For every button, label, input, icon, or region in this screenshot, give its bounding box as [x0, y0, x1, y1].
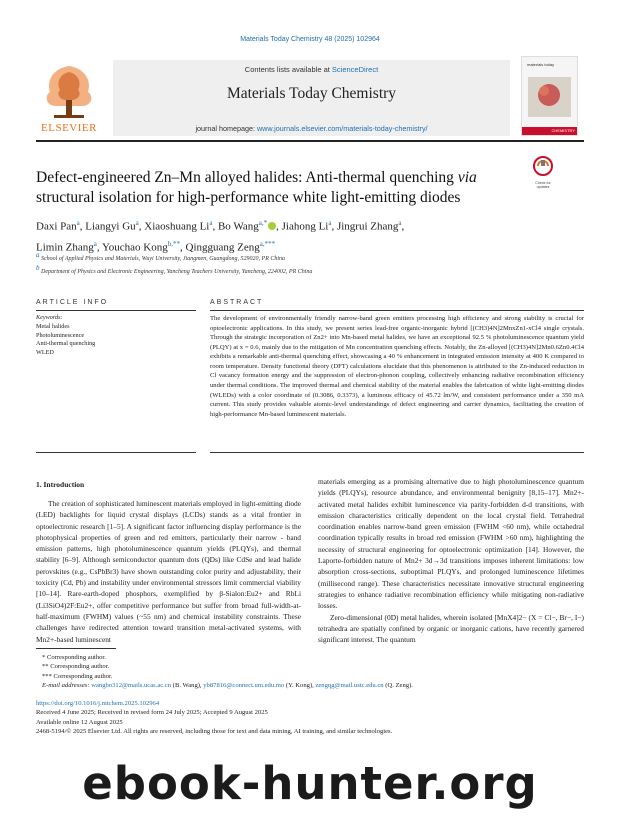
affiliation-sup: b	[36, 264, 40, 272]
affiliation-text: Department of Physics and Electronic Engineering, Yancheng Teachers University, Yancheng, 224002, PR China	[41, 269, 313, 275]
affiliations	[36, 251, 584, 277]
keywords-label: Keywords:	[36, 314, 63, 321]
sciencedirect-link[interactable]: ScienceDirect	[331, 65, 379, 74]
author-list: Daxi Pan$^a$, Liangyi Gu$^a$, Xiaoshuang Li$^a$, Bo Wang$^{a,*}$ , Jiahong Li$^a$, Jingrui Zhang$^a$, Limin Zhang$^a$, Youchao Kong$^{b,**}$, Qingguang Zeng$^{a,***}$	[36, 219, 405, 254]
affiliation-text: School of Applied Physics and Materials, Wuyi University, Jiangmen, Guangdong, 529020, PR China	[41, 256, 286, 262]
article-info-heading: ARTICLE INFO	[36, 299, 109, 306]
affiliation-sup: a	[36, 251, 40, 259]
author-name[interactable]: Bo Wang	[217, 220, 259, 233]
affiliation-item	[36, 251, 584, 264]
author-affiliation-sup[interactable]: a	[328, 219, 332, 227]
abstract-heading: ABSTRACT	[210, 299, 264, 306]
email-link[interactable]: wangbo312@mails.ucas.ac.cn	[91, 681, 172, 689]
homepage-prefix: journal homepage:	[195, 124, 257, 133]
check-for-updates-button[interactable]	[529, 156, 557, 189]
check-updates-label: Check for updates	[535, 181, 551, 189]
body-column-right	[318, 476, 584, 645]
orcid-icon[interactable]	[268, 222, 276, 230]
footnote-item: * Corresponding author.	[42, 654, 106, 661]
elsevier-wordmark: ELSEVIER	[41, 122, 97, 134]
author-affiliation-sup[interactable]: a	[76, 219, 80, 227]
contents-available-line	[113, 65, 510, 74]
keyword-item: Metal halides	[36, 322, 70, 330]
section-heading-introduction: 1. Introduction	[36, 480, 85, 489]
body-paragraph: materials emerging as a promising alternative due to high photoluminescence quantum yields (PLQYs), resource abundance, and environmental benignity [8,15–17]. Mn2+-activated metal halides exhibit luminescence via parity-forbidden d-d transitions, with emission characteristics critically dependent on the local crystal field. Tetrahedral coordination enables narrow-band green emission (FWHM <60 nm), while octahedral coordination typically results in broad red emission (FWHM >60 nm), highlighting the necessity of structural engineering for optoelectronic optimization [14]. However, the Laporte-forbidden nature of Mn2+ 3d→3d transitions imposes inherent limitations: low absorption cross-sections, suboptimal PLQYs, and prolonged luminescence lifetimes (millisecond range). These characteristics necessitate innovative structural engineering strategies to enhance radiative recombination efficiency while mitigating non-radiative losses.	[318, 477, 584, 611]
author-affiliation-sup[interactable]: a	[93, 239, 97, 248]
author-affiliation-sup[interactable]: a	[135, 219, 139, 227]
title-part-2: structural isolation for high-performance white light-emitting diodes	[36, 189, 461, 206]
publication-info	[36, 699, 584, 736]
copyright-line: 2468-5194/© 2025 Elsevier Ltd. All rights are reserved, including those for text and data mining, AI training, and similar technologies.	[36, 727, 393, 735]
cover-title: CHEMISTRY	[551, 128, 575, 133]
keyword-item: Anti-thermal quenching	[36, 340, 96, 348]
author-affiliation-sup[interactable]: b,**	[167, 239, 181, 248]
email-link[interactable]: yb87816@connect.um.edu.mo	[203, 681, 285, 689]
article-info-rule	[36, 310, 196, 311]
email-link[interactable]: zengqg@mail.ustc.edu.cn	[315, 681, 384, 689]
journal-homepage-line	[113, 124, 510, 133]
keyword-item: Photoluminescence	[36, 331, 85, 339]
journal-citation-link[interactable]: Materials Today Chemistry 48 (2025) 102964	[240, 36, 380, 43]
keywords-bottom-rule	[36, 452, 196, 453]
abstract-bottom-rule	[210, 452, 584, 453]
footnote-item: ** Corresponding author.	[42, 663, 110, 671]
keyword-item: WLED	[36, 349, 54, 357]
author-name[interactable]: Limin Zhang	[36, 241, 94, 254]
journal-cover-thumbnail	[521, 56, 578, 136]
keywords-block	[36, 314, 196, 358]
body-paragraph: The creation of sophisticated luminescent materials employed in light-emitting diode (LED) backlights for liquid crystal displays (LCDs) stands as a vital frontier in optoelectronic research [1–5]. A significant factor influencing display performance is the photophysical properties of green and red emitters, particularly their narrow - band emission patterns, high photoluminescence quantum yields (PLQYs), and thermal stability [6–9]. Although semiconductor quantum dots (QDs) like CdSe and lead halide perovskites (e.g., CsPbBr3) have shown outstanding color purity and adjustability, their toxicity (Cd, Pb) and instability under environmental stressors limit commercial viability [10–14]. Rare-earth-doped phosphors, exemplified by β-Sialon:Eu2+ and RbLi (Li3SiO4)2F:Eu2+, offer competitive performance but suffer from broad full-width-at-half-maximum (FWHM) values (~55 nm) and chemical instability constraints. These challenges have redirected attention toward transition metal-activated systems, with Mn2+-based luminescent	[36, 499, 301, 644]
author-name[interactable]: Jingrui Zhang	[336, 220, 399, 233]
author-name[interactable]: Qingguang Zeng	[185, 241, 260, 254]
email-label: E-mail addresses:	[42, 681, 90, 689]
abstract-rule	[210, 310, 584, 311]
contents-prefix: Contents lists available at	[244, 65, 332, 74]
body-paragraph: Zero-dimensional (0D) metal halides, wherein isolated [MnX4]2− (X = Cl−, Br−, I−) tetrahedra are spatially confined by organic or inorganic cations, have recently garnered significant interest. The quantum	[318, 612, 584, 645]
footnote-rule	[36, 648, 116, 649]
email-owner: (Q. Zeng).	[385, 681, 413, 689]
affiliation-item	[36, 264, 584, 277]
author-name[interactable]: Jiahong Li	[281, 220, 329, 233]
doi-link[interactable]: https://doi.org/10.1016/j.mtchem.2025.102964	[36, 700, 160, 707]
body-column-left	[36, 498, 301, 645]
email-owner: (B. Wang),	[172, 681, 202, 689]
author-name[interactable]: Daxi Pan	[36, 220, 77, 233]
footnotes	[36, 653, 584, 690]
author-affiliation-sup[interactable]: a,***	[259, 239, 276, 248]
received-dates: Received 4 June 2025; Received in revised form 24 July 2025; Accepted 9 August 2025	[36, 709, 268, 717]
check-updates-icon	[529, 156, 557, 176]
journal-homepage-link[interactable]: www.journals.elsevier.com/materials-today-chemistry/	[256, 124, 428, 133]
email-owner: (Y. Kong),	[285, 681, 314, 689]
cover-brand: materials today	[527, 62, 555, 67]
article-title	[36, 168, 516, 208]
available-online: Available online 12 August 2025	[36, 718, 123, 726]
author-affiliation-sup[interactable]: a,*	[258, 219, 268, 227]
abstract-text: The development of environmentally friendly narrow-band green emitters processing high efficiency and strong stability is crucial for optoelectronic applications. In this study, we present series lead-free organic-inorganic hybrid [(CH3)4N]2MnxZn1-xCl4 single crystals. Through the strategic incorporation of Zn2+ into Mn-based metal halides, we have an exceptional 92.5 % photoluminescence quantum yield (PLQY) at x = 0.6, mainly due to the mitigation of Mn concentration quenching effects. Notably, the Zn-alloyed [(CH3)4N]2Mn0.6Zn0.4Cl4 exhibits a remarkable anti-thermal quenching effect, showcasing a 40 % enhancement in integrated emission intensity at 400 K compared to room temperature. Density functional theory (DFT) calculations elucidate that this phenomenon is attributed to the Zn-induced reduction in Cl vacancy formation energy and the suppression of electron-phonon coupling, collectively enhancing radiative recombination efficiency under thermal conditions. The improved thermal and chemical stability of the material enables the fabrication of white light-emitting diodes (WLEDs) with a color coordinate of (0.3086, 0.3373), a luminous efficacy of 45.72 lm/W, and consistent performance under a 350 mA current. This study provides valuable atomic-level understandings of defect engineering and carrier dynamics, facilitating the creation of high-performance Mn-based luminescent materials.	[210, 315, 584, 418]
watermark-text: ebook-hunter.org	[82, 757, 538, 810]
author-affiliation-sup[interactable]: a	[398, 219, 402, 227]
author-affiliation-sup[interactable]: a	[209, 219, 213, 227]
title-via: via	[457, 169, 477, 186]
author-name[interactable]: Xiaoshuang Li	[144, 220, 210, 233]
journal-name: Materials Today Chemistry	[226, 85, 397, 102]
footnote-item: *** Corresponding author.	[42, 672, 113, 680]
header-divider	[36, 140, 584, 142]
author-name[interactable]: Liangyi Gu	[85, 220, 136, 233]
author-name[interactable]: Youchao Kong	[101, 241, 168, 254]
title-part-1: Defect-engineered Zn–Mn alloyed halides: Anti-thermal quenching	[36, 169, 458, 186]
email-line	[36, 681, 584, 690]
